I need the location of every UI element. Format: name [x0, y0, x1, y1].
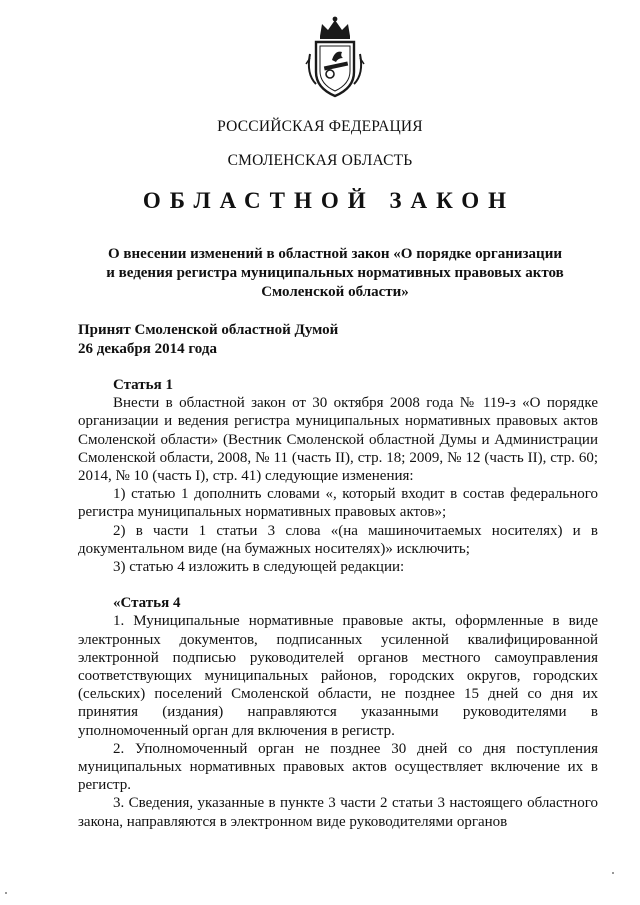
paragraph: 2) в части 1 статьи 3 слова «(на машиночитаемых носителях) и в документальном виде (на бумажных носителях)» исключить; — [78, 522, 598, 557]
subtitle-line: О внесении изменений в областной закон «О порядке организации — [108, 246, 562, 262]
subtitle-line: Смоленской области» — [261, 284, 409, 300]
article-heading: «Статья 4 — [113, 595, 181, 612]
subtitle-line: и ведения регистра муниципальных нормативных правовых актов — [106, 265, 564, 281]
region-name: СМОЛЕНСКАЯ ОБЛАСТЬ — [227, 152, 413, 169]
document-title: ОБЛАСТНОЙ ЗАКОН — [142, 188, 516, 213]
adoption-line: Принят Смоленской областной Думой — [78, 322, 339, 338]
paragraph: 1) статью 1 дополнить словами «, который входит в состав федерального регистра муниципальных нормативных правовых актов»; — [78, 486, 598, 521]
adoption-date: 26 декабря 2014 года — [78, 341, 217, 357]
document-body — [78, 376, 598, 831]
law-subtitle — [70, 245, 600, 302]
scan-speck — [612, 872, 614, 874]
spacer — [78, 576, 598, 594]
scan-speck — [5, 892, 7, 894]
paragraph: 1. Муниципальные нормативные правовые акты, оформленные в виде электронных документов, подписанных усиленной квалифицированной электронной подписью руководителей органов местного самоуправления соответствующих муниципальных районов, городских округов, городских (сельских) поселений Смоленской области, не позднее 15 дней со дня их принятия (издания) направляются указанными руководителями в уполномоченный орган для включения в регистр. — [78, 613, 598, 739]
paragraph: 2. Уполномоченный орган не позднее 30 дней со дня поступления муниципальных нормативных правовых актов осуществляет включение их в регистр. — [78, 740, 598, 794]
article-heading: Статья 1 — [113, 377, 173, 393]
paragraph: Внести в областной закон от 30 октября 2008 года № 119-з «О порядке организации и ведения регистра муниципальных нормативных правовых актов Смоленской области» (Вестник Смоленской областной Думы и Администрации Смоленской области, 2008, № 11 (часть II), стр. 18; 2009, № 12 (часть II), стр. 60; 2014, № 10 (часть I), стр. 41) следующие изменения: — [78, 395, 598, 485]
smolensk-coat-of-arms-icon — [302, 14, 368, 100]
country-name: РОССИЙСКАЯ ФЕДЕРАЦИЯ — [217, 118, 423, 135]
paragraph: 3. Сведения, указанные в пункте 3 части 2 статьи 3 настоящего областного закона, направляются в электронном виде руководителями органов — [78, 795, 598, 830]
paragraph: 3) статью 4 изложить в следующей редакции: — [113, 559, 405, 576]
adoption-info — [78, 321, 478, 359]
